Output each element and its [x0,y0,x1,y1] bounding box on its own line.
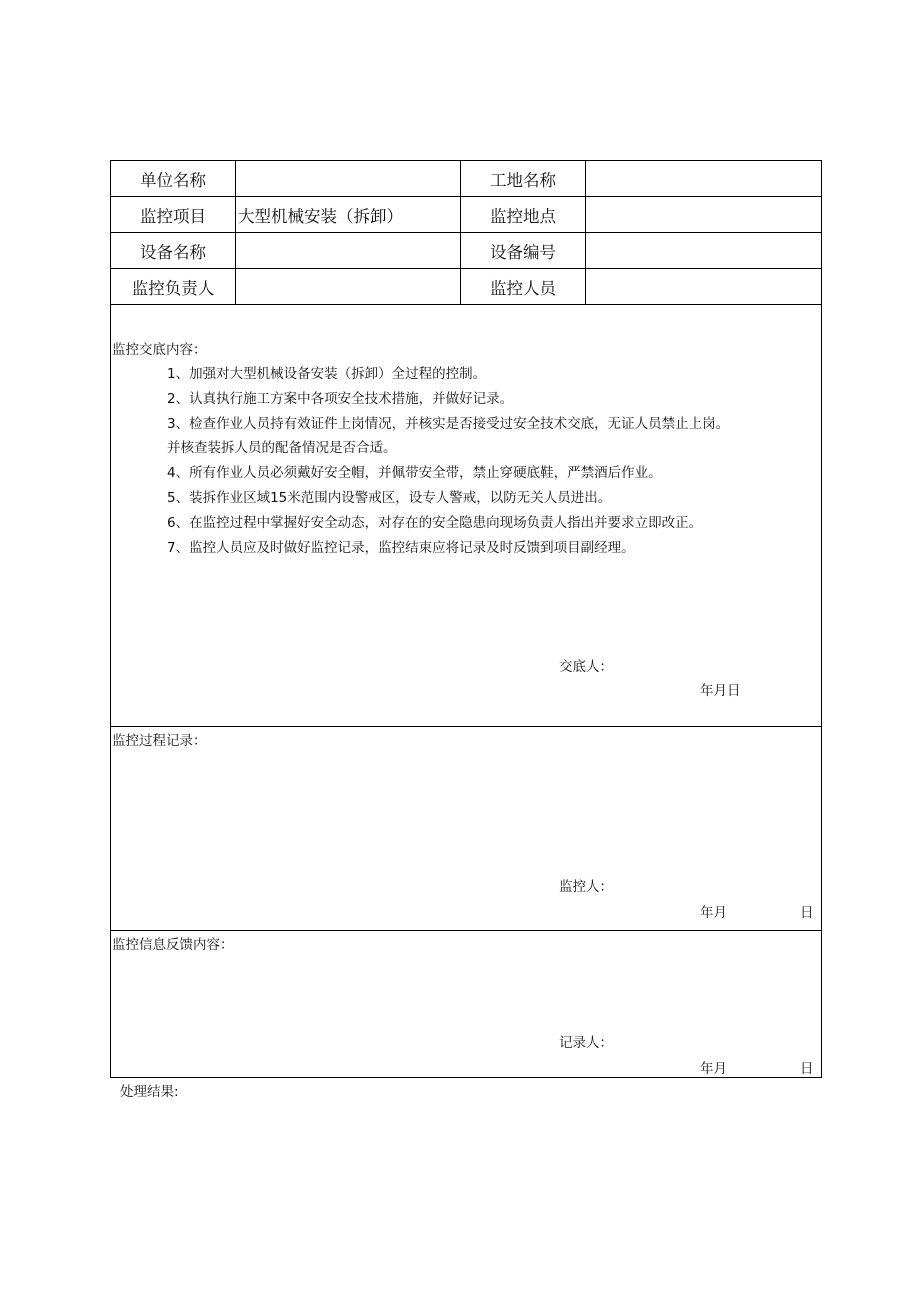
monitor-supervisor-label: 监控负责人 [111,269,236,304]
unit-name-value[interactable] [236,161,461,196]
feedback-date-day: 日 [800,1061,814,1077]
form-row-equipment [111,233,821,269]
disclosure-item: 7、监控人员应及时做好监控记录，监控结束应将记录及时反馈到项目副经理。 [167,539,635,556]
monitor-project-label: 监控项目 [111,197,236,232]
monitor-location-value[interactable] [586,197,821,232]
disclosure-item: 2、认真执行施工方案中各项安全技术措施，并做好记录。 [167,390,514,407]
disclosure-item: 6、在监控过程中掌握好安全动态，对存在的安全隐患向现场负责人指出并要求立即改正。 [167,514,703,531]
disclosure-item: 1、加强对大型机械设备安装（拆卸）全过程的控制。 [167,366,487,382]
site-name-label: 工地名称 [461,161,586,196]
processing-result-label: 处理结果: [120,1084,179,1100]
disclosure-title: 监控交底内容： [112,342,207,358]
monitor-project-value[interactable]: 大型机械安装（拆卸） [236,197,461,232]
monitor-signature-label: 监控人： [559,879,613,895]
monitor-staff-value[interactable] [586,269,821,304]
monitor-location-label: 监控地点 [461,197,586,232]
disclosure-date-label: 年月日 [700,683,741,699]
disclosure-items [167,362,729,560]
form-row-project [111,197,821,233]
discloser-signature-label: 交底人： [559,659,613,675]
feedback-section [111,931,821,1077]
site-name-value[interactable] [586,161,821,196]
disclosure-item: 3、检查作业人员持有效证件上岗情况，并核实是否接受过安全技术交底，无证人员禁止上岗。 [167,415,730,432]
monitor-staff-label: 监控人员 [461,269,586,304]
process-date-ym: 年月 [700,905,727,921]
equipment-name-label: 设备名称 [111,233,236,268]
disclosure-item: 4、所有作业人员必须戴好安全帽，并佩带安全带，禁止穿硬底鞋，严禁酒后作业。 [167,465,662,482]
equipment-number-value[interactable] [586,233,821,268]
process-date-day: 日 [800,905,814,921]
process-record-title: 监控过程记录： [112,733,207,749]
form-row-unit [111,161,821,197]
recorder-signature-label: 记录人： [559,1035,613,1051]
equipment-number-label: 设备编号 [461,233,586,268]
feedback-title: 监控信息反馈内容： [112,937,234,953]
equipment-name-value[interactable] [236,233,461,268]
process-record-section [111,727,821,931]
disclosure-item: 并核查装拆人员的配备情况是否合适。 [167,440,397,457]
feedback-date-ym: 年月 [700,1061,727,1077]
disclosure-item: 5、装拆作业区域15米范围内设警戒区，设专人警戒，以防无关人员进出。 [167,489,612,506]
monitoring-form [110,160,822,1078]
disclosure-section [111,305,821,727]
form-row-personnel [111,269,821,305]
unit-name-label: 单位名称 [111,161,236,196]
monitor-supervisor-value[interactable] [236,269,461,304]
